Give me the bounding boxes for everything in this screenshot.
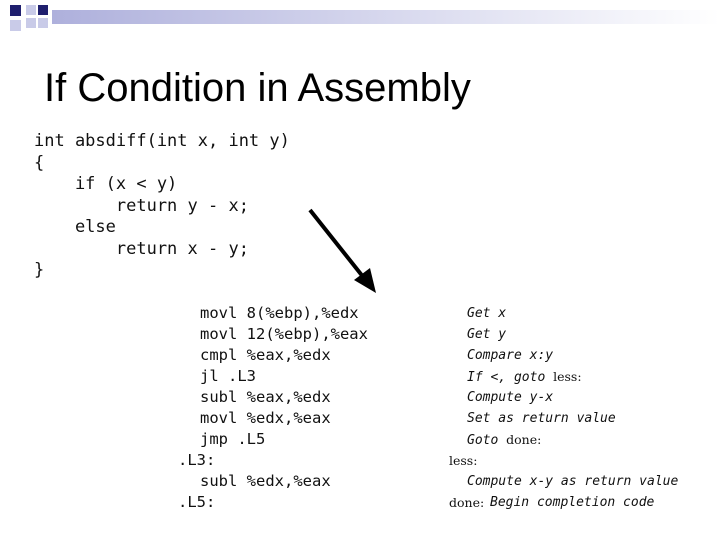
asm-instruction: cmpl %eax,%edx <box>200 346 331 364</box>
asm-instruction: subl %edx,%eax <box>200 472 331 490</box>
asm-comment: Compute y-x <box>467 390 554 405</box>
asm-label: .L3: <box>178 451 216 469</box>
asm-comment-text: Goto <box>467 433 499 448</box>
asm-instruction: movl 12(%ebp),%eax <box>200 325 368 343</box>
code-line: { <box>34 152 45 173</box>
code-line: if (x < y) <box>34 174 178 194</box>
asm-comment <box>467 366 582 387</box>
code-line: int absdiff(int x, int y) <box>34 131 290 151</box>
code-line: else <box>34 217 116 237</box>
asm-comment-label: done: <box>449 495 485 510</box>
asm-comment: Compute x-y as return value <box>467 474 679 489</box>
asm-comment-label: less: <box>553 369 582 384</box>
asm-comment: Begin completion code <box>490 495 655 510</box>
asm-comment: Get y <box>467 327 507 342</box>
asm-comment <box>467 429 541 450</box>
asm-instruction: movl %edx,%eax <box>200 409 331 427</box>
asm-comment: Compare x:y <box>467 348 554 363</box>
asm-instruction: jl .L3 <box>200 367 256 385</box>
asm-instruction: movl 8(%ebp),%edx <box>200 304 359 322</box>
asm-label: .L5: <box>178 493 216 511</box>
asm-comment-label: done: <box>506 432 542 447</box>
asm-comment-label: less: <box>449 453 478 468</box>
asm-instruction: subl %eax,%edx <box>200 388 331 406</box>
slide-title: If Condition in Assembly <box>44 66 471 110</box>
code-line: } <box>34 260 45 280</box>
asm-comment: Get x <box>467 306 507 321</box>
asm-comment: Set as return value <box>467 411 616 426</box>
code-line: return x - y; <box>34 238 249 259</box>
asm-comment-text: If <, goto <box>467 370 546 385</box>
code-line: return y - x; <box>34 195 249 216</box>
asm-instruction: jmp .L5 <box>200 430 266 448</box>
